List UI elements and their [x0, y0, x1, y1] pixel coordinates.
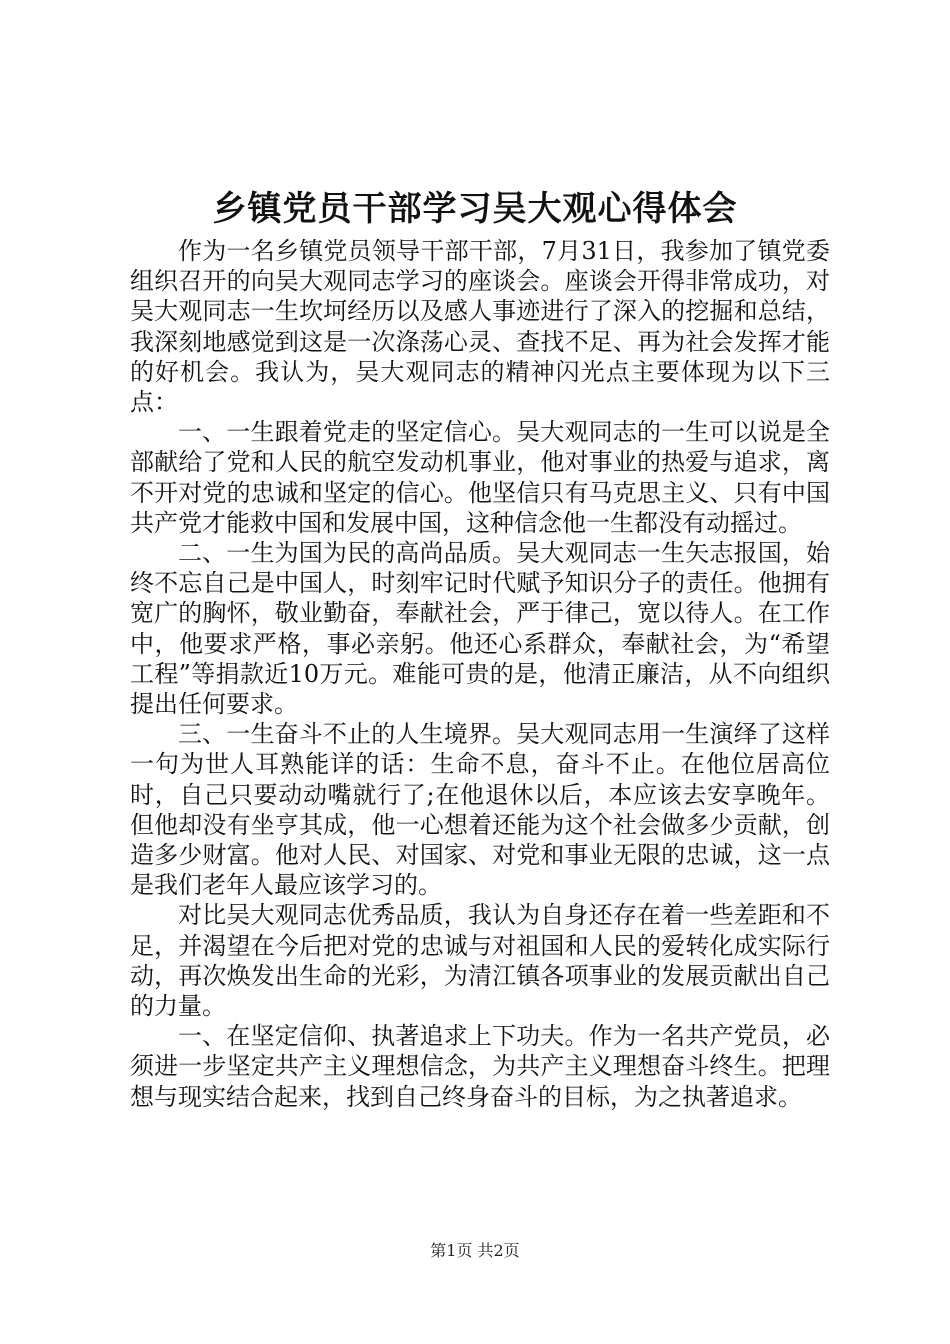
document-title: 乡镇党员干部学习吴大观心得体会	[212, 189, 738, 229]
paragraph-point-one: 一、一生跟着党走的坚定信心。吴大观同志的一生可以说是全部献给了党和人民的航空发动机事业，他对事业的热爱与追求，离不开对党的忠诚和坚定的信心。他坚信只有马克思主义、只有中国共产党才能救中国和发展中国，这种信念他一生都没有动摇过。	[130, 418, 830, 537]
paragraph-reflection: 对比吴大观同志优秀品质，我认为自身还存在着一些差距和不足，并渴望在今后把对党的忠诚与对祖国和人民的爱转化成实际行动，再次焕发出生命的光彩，为清江镇各项事业的发展贡献出自己的力量。	[130, 901, 830, 1021]
paragraph-action-one: 一、在坚定信仰、执著追求上下功夫。作为一名共产党员，必须进一步坚定共产主义理想信念，为共产主义理想奋斗终生。把理想与现实结合起来，找到自己终身奋斗的目标，为之执著追求。	[130, 1022, 830, 1111]
paragraph-intro: 作为一名乡镇党员领导干部干部，7月31日，我参加了镇党委组织召开的向吴大观同志学习的座谈会。座谈会开得非常成功，对吴大观同志一生坎坷经历以及感人事迹进行了深入的挖掘和总结，我深刻地感觉到这是一次涤荡心灵、查找不足、再为社会发挥才能的好机会。我认为，吴大观同志的精神闪光点主要体现为以下三点：	[130, 237, 830, 417]
paragraph-point-three: 三、一生奋斗不止的人生境界。吴大观同志用一生演绎了这样一句为世人耳熟能详的话：生命不息，奋斗不止。在他位居高位时，自己只要动动嘴就行了;在他退休以后，本应该去安享晚年。但他却没有坐亨其成，他一心想着还能为这个社会做多少贡献，创造多少财富。他对人民、对国家、对党和事业无限的忠诚，这一点是我们老年人最应该学习的。	[130, 720, 830, 900]
document-body	[130, 236, 830, 1112]
paragraph-point-two: 二、一生为国为民的高尚品质。吴大观同志一生矢志报国，始终不忘自己是中国人，时刻牢记时代赋予知识分子的责任。他拥有宽广的胸怀，敬业勤奋，奉献社会，严于律己，宽以待人。在工作中，他要求严格，事必亲躬。他还心系群众，奉献社会，为“希望工程”等捐款近10万元。难能可贵的是，他清正廉洁，从不向组织提出任何要求。	[130, 539, 830, 719]
page-number-footer: 第1页 共2页	[430, 1241, 520, 1260]
